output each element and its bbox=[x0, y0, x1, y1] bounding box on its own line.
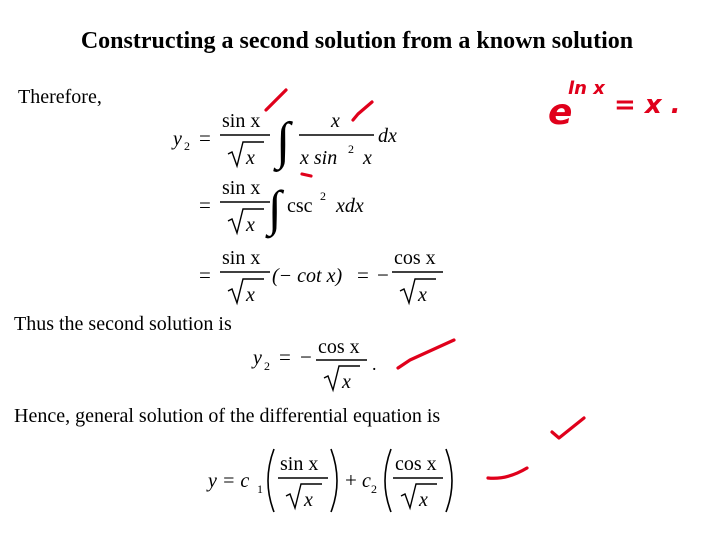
integral-sign: ∫ bbox=[268, 180, 282, 236]
equation-general-solution bbox=[206, 449, 452, 512]
equals-sign: = bbox=[199, 126, 211, 150]
equals-sign: = bbox=[279, 345, 291, 369]
underline-mark-icon bbox=[302, 174, 311, 176]
numerator-cos-x: cos x bbox=[394, 247, 436, 269]
equals-sign-2: = bbox=[357, 263, 369, 287]
check-mark-icon bbox=[266, 90, 286, 110]
integral-sign: ∫ bbox=[276, 113, 291, 170]
equation-csc-integral bbox=[199, 177, 364, 239]
equation-second-solution bbox=[251, 336, 377, 393]
equals-sign: = bbox=[199, 263, 211, 287]
denominator-trailing-x: x bbox=[363, 147, 372, 169]
dx-differential: dx bbox=[378, 125, 397, 147]
numerator-cos-x: cos x bbox=[395, 453, 437, 475]
minus-sign: − bbox=[377, 263, 389, 287]
denominator-x-2: x bbox=[418, 284, 427, 306]
period: . bbox=[372, 354, 377, 374]
c2-symbol: c bbox=[362, 470, 371, 492]
denominator-x: x bbox=[342, 371, 351, 393]
csc-function: csc bbox=[287, 195, 313, 217]
denominator-x: x bbox=[246, 147, 255, 169]
handwritten-e: e bbox=[548, 92, 573, 133]
left-paren-2 bbox=[385, 449, 391, 512]
check-mark-icon bbox=[353, 102, 372, 120]
denominator-x: x bbox=[246, 284, 255, 306]
handwritten-equals-x: = x . bbox=[614, 90, 681, 120]
y2-symbol: y bbox=[253, 347, 262, 369]
check-mark-icon bbox=[552, 418, 584, 438]
numerator-sin-x: sin x bbox=[222, 247, 261, 269]
slide-title: Constructing a second solution from a known solution bbox=[80, 28, 634, 54]
equals-sign: = bbox=[199, 193, 211, 217]
y2-subscript: 2 bbox=[264, 359, 270, 373]
therefore-text: Therefore, bbox=[18, 86, 102, 108]
y2-symbol: y bbox=[173, 128, 182, 150]
plus-sign: + bbox=[345, 468, 357, 492]
numerator-sin-x: sin x bbox=[280, 453, 319, 475]
thus-text: Thus the second solution is bbox=[14, 313, 232, 335]
denominator-x: x bbox=[304, 489, 313, 511]
sin-squared-exponent: 2 bbox=[348, 142, 354, 156]
y-equals-c: y = c bbox=[208, 470, 250, 492]
negative-cot-x: (− cot x) bbox=[272, 265, 343, 287]
left-paren-1 bbox=[268, 449, 274, 512]
equation-y2-integral bbox=[171, 110, 397, 172]
check-mark-icon bbox=[488, 468, 527, 478]
numerator-sin-x: sin x bbox=[222, 110, 261, 132]
handwritten-lnx-exponent: ln x bbox=[568, 78, 605, 99]
integrand-denominator: x sin bbox=[300, 147, 338, 169]
denominator-x: x bbox=[246, 214, 255, 236]
denominator-x-2: x bbox=[419, 489, 428, 511]
c2-subscript: 2 bbox=[371, 482, 377, 496]
minus-sign: − bbox=[300, 345, 312, 369]
right-paren-2 bbox=[446, 449, 452, 512]
right-paren-1 bbox=[331, 449, 337, 512]
integrand-numerator-x: x bbox=[331, 110, 340, 132]
check-mark-icon bbox=[398, 340, 454, 368]
xdx-term: xdx bbox=[336, 195, 364, 217]
numerator-sin-x: sin x bbox=[222, 177, 261, 199]
y2-subscript: 2 bbox=[184, 139, 190, 153]
c1-subscript: 1 bbox=[257, 482, 263, 496]
csc-squared-exponent: 2 bbox=[320, 189, 326, 203]
equation-cot-result bbox=[199, 247, 443, 306]
numerator-cos-x: cos x bbox=[318, 336, 360, 358]
hence-text: Hence, general solution of the differential equation is bbox=[14, 405, 441, 427]
